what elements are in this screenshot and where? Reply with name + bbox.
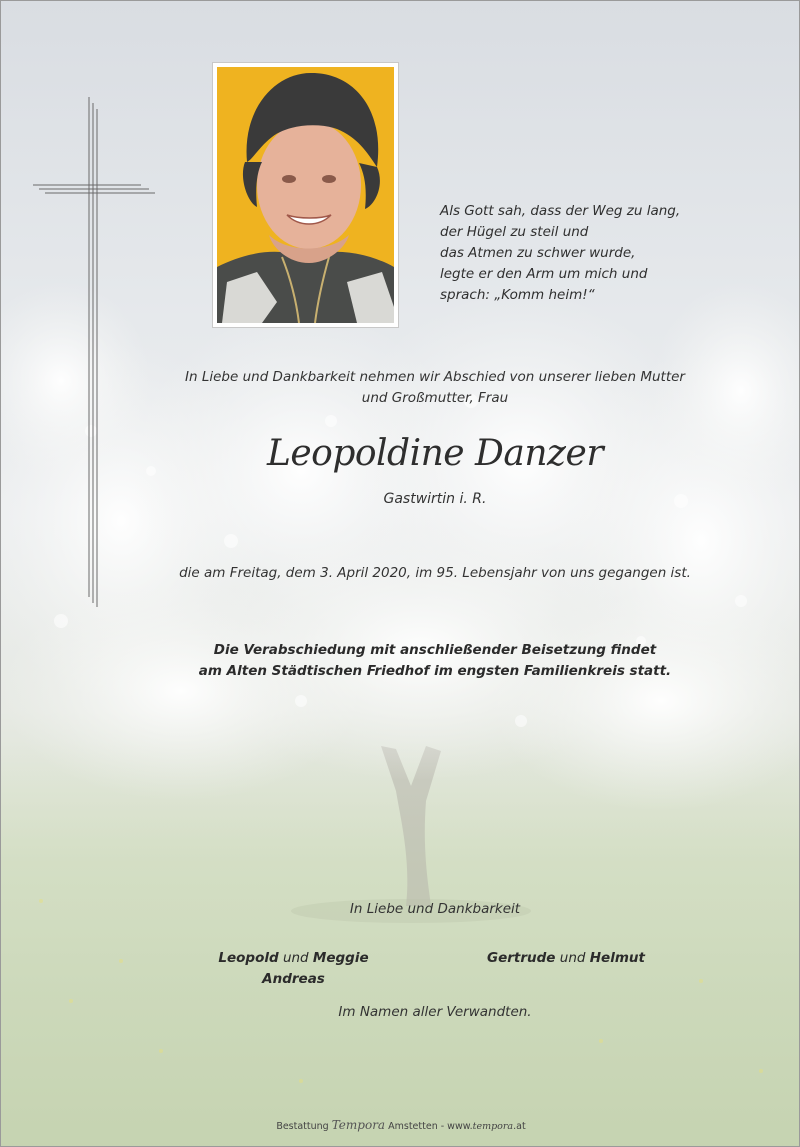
ceremony-line-1: Die Verabschiedung mit anschließender Beisetzung findet (213, 642, 657, 658)
poem-line: das Atmen zu schwer wurde, (440, 245, 636, 261)
mourner-name: Gertrude (487, 950, 556, 966)
portrait-image (217, 67, 394, 323)
deceased-occupation: Gastwirtin i. R. (383, 491, 487, 507)
portrait-frame (212, 62, 399, 328)
footer-city: Amstetten - www. (388, 1121, 473, 1132)
intro-line-2: und Großmutter, Frau (361, 390, 509, 406)
mourners-left-line-2 (181, 969, 406, 990)
mourner-name: Andreas (262, 971, 325, 987)
farewell-intro (151, 367, 719, 409)
deceased-name: Leopoldine Danzer (266, 433, 604, 474)
mourners-right-group (456, 948, 676, 969)
memorial-poem (440, 201, 720, 306)
mourners-left-line-1 (181, 948, 406, 969)
poem-line: legte er den Arm um mich und (440, 266, 648, 282)
poem-line: sprach: „Komm heim!“ (440, 287, 595, 303)
footer-credit (1, 1118, 800, 1132)
mourners-heading: In Liebe und Dankbarkeit (349, 901, 521, 917)
intro-line-1: In Liebe und Dankbarkeit nehmen wir Abschied von unserer lieben Mutter (185, 369, 685, 385)
poem-line: der Hügel zu steil und (440, 224, 589, 240)
portrait-photo (217, 67, 394, 323)
mourner-name: Helmut (589, 950, 645, 966)
ceremony-line-2: am Alten Städtischen Friedhof im engsten Familienkreis statt. (198, 663, 672, 679)
cross-icon (31, 97, 161, 607)
footer-url-suffix: .at (513, 1121, 526, 1132)
funeral-home-brand: Tempora (331, 1118, 386, 1132)
mourner-name: Leopold (218, 950, 279, 966)
footer-prefix: Bestattung (276, 1121, 329, 1132)
footer-url-brand: tempora (472, 1121, 514, 1132)
ceremony-notice (151, 640, 719, 682)
mourner-joiner: und (282, 950, 309, 966)
death-notice: die am Freitag, dem 3. April 2020, im 95. Lebensjahr von uns gegangen ist. (179, 565, 691, 581)
poem-line: Als Gott sah, dass der Weg zu lang, (440, 203, 681, 219)
relatives-note: Im Namen aller Verwandten. (338, 1004, 532, 1020)
obituary-content (1, 1, 800, 1147)
mourner-joiner: und (559, 950, 586, 966)
mourner-name: Meggie (312, 950, 369, 966)
mourners-left-group (181, 948, 406, 990)
